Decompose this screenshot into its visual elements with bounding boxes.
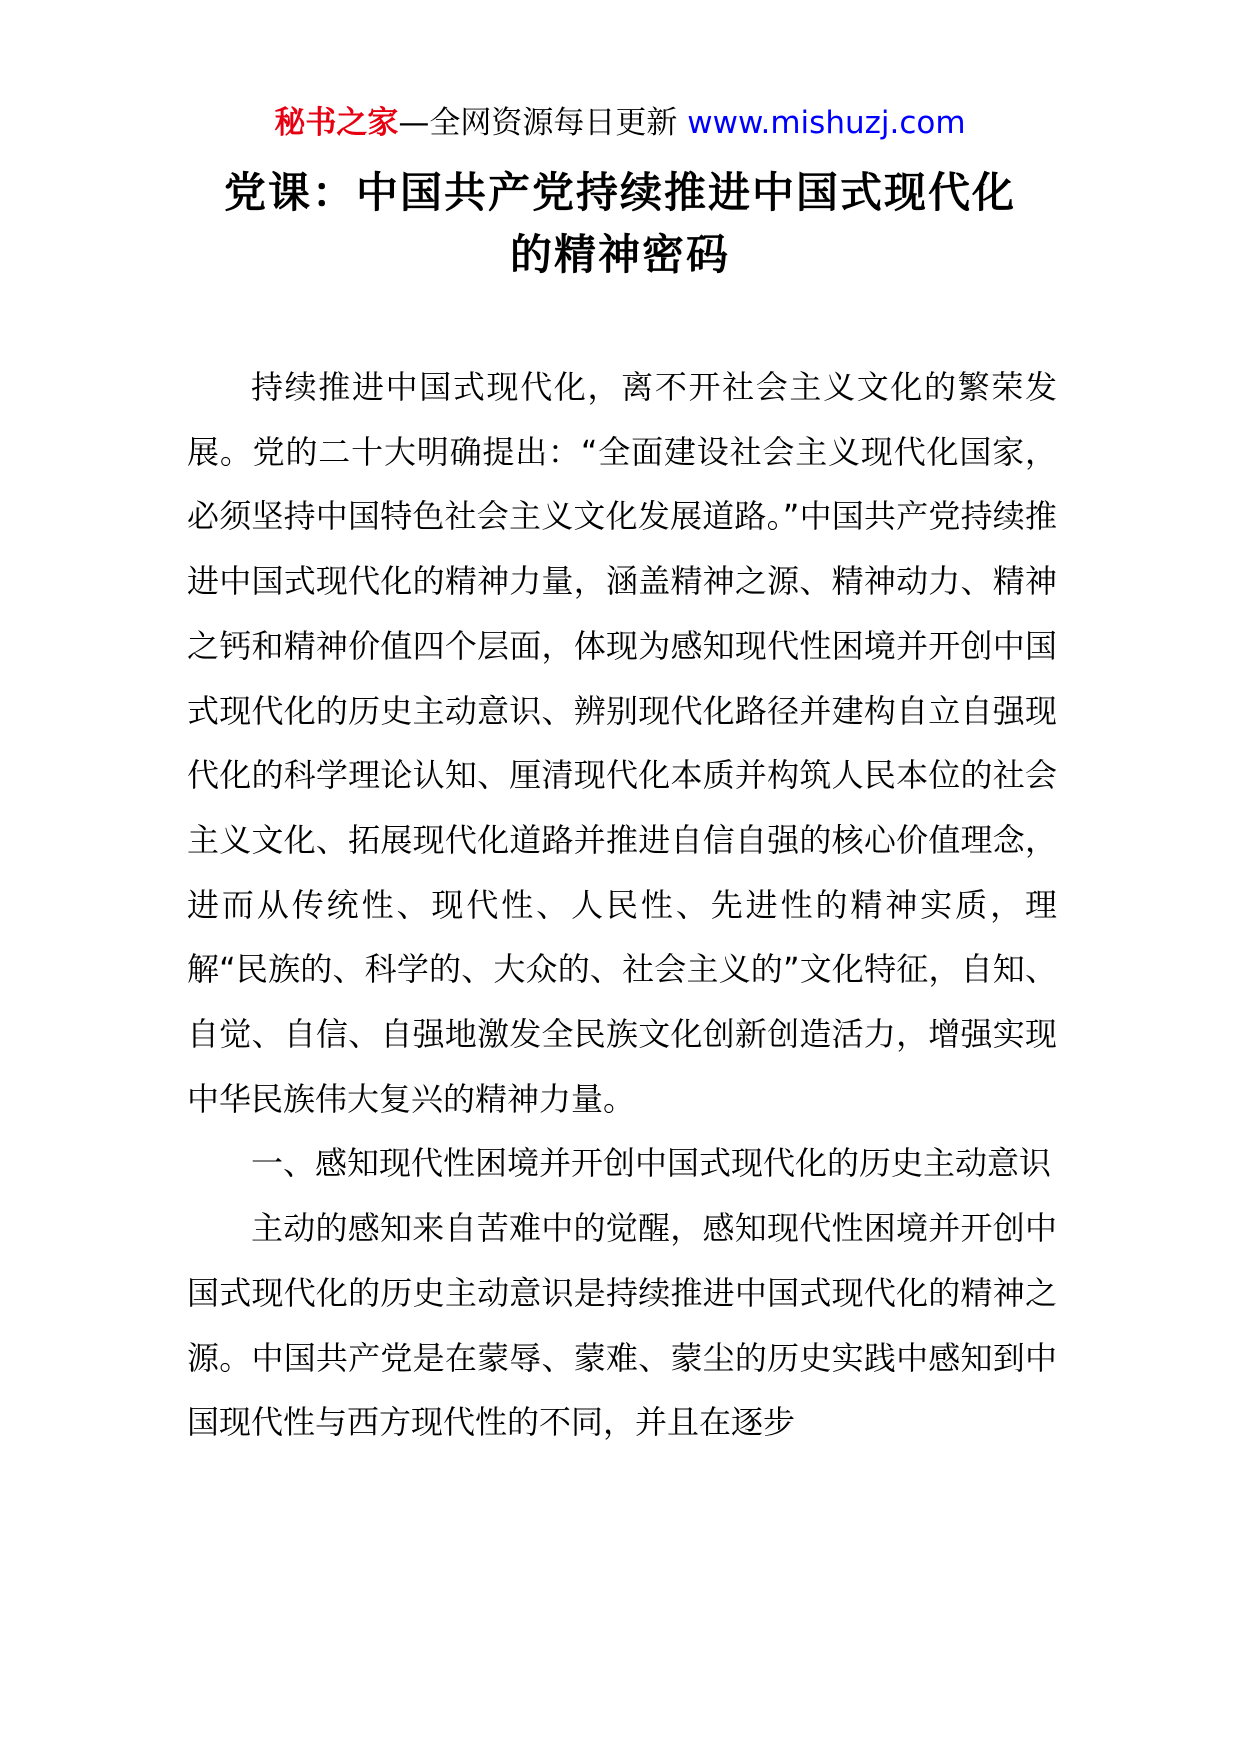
document-title-line-1: 党课：中国共产党持续推进中国式现代化	[223, 168, 1016, 217]
intro-paragraph: 持续推进中国式现代化，离不开社会主义文化的繁荣发展。党的二十大明确提出：“全面建设社会主义现代化国家，必须坚持中国特色社会主义文化发展道路。”中国共产党持续推进中国式现代化的精神力量，涵盖精神之源、精神动力、精神之钙和精神价值四个层面，体现为感知现代性困境并开创中国式现代化的历史主动意识、辨别现代化路径并建构自立自强现代化的科学理论认知、厘清现代化本质并构筑人民本位的社会主义文化、拓展现代化道路并推进自信自强的核心价值理念，进而从传统性、现代性、人民性、先进性的精神实质，理解“民族的、科学的、大众的、社会主义的”文化特征，自知、自觉、自信、自强地激发全民族文化创新创造活力，增强实现中华民族伟大复兴的精神力量。	[187, 368, 1057, 1118]
document-body	[187, 355, 1057, 1455]
document-title-line-2: 的精神密码	[509, 230, 730, 279]
site-header	[0, 103, 1240, 143]
section-heading-1: 一、感知现代性困境并开创中国式现代化的历史主动意识	[251, 1144, 1052, 1183]
document-title	[150, 162, 1090, 286]
site-url-link[interactable]: www.mishuzj.com	[687, 105, 966, 141]
section-1-paragraph: 主动的感知来自苦难中的觉醒，感知现代性困境并开创中国式现代化的历史主动意识是持续推进中国式现代化的精神之源。中国共产党是在蒙辱、蒙难、蒙尘的历史实践中感知到中国现代性与西方现代性的不同，并且在逐步	[187, 1209, 1057, 1442]
site-brand: 秘书之家	[274, 105, 399, 141]
site-tagline: —全网资源每日更新	[398, 105, 688, 141]
